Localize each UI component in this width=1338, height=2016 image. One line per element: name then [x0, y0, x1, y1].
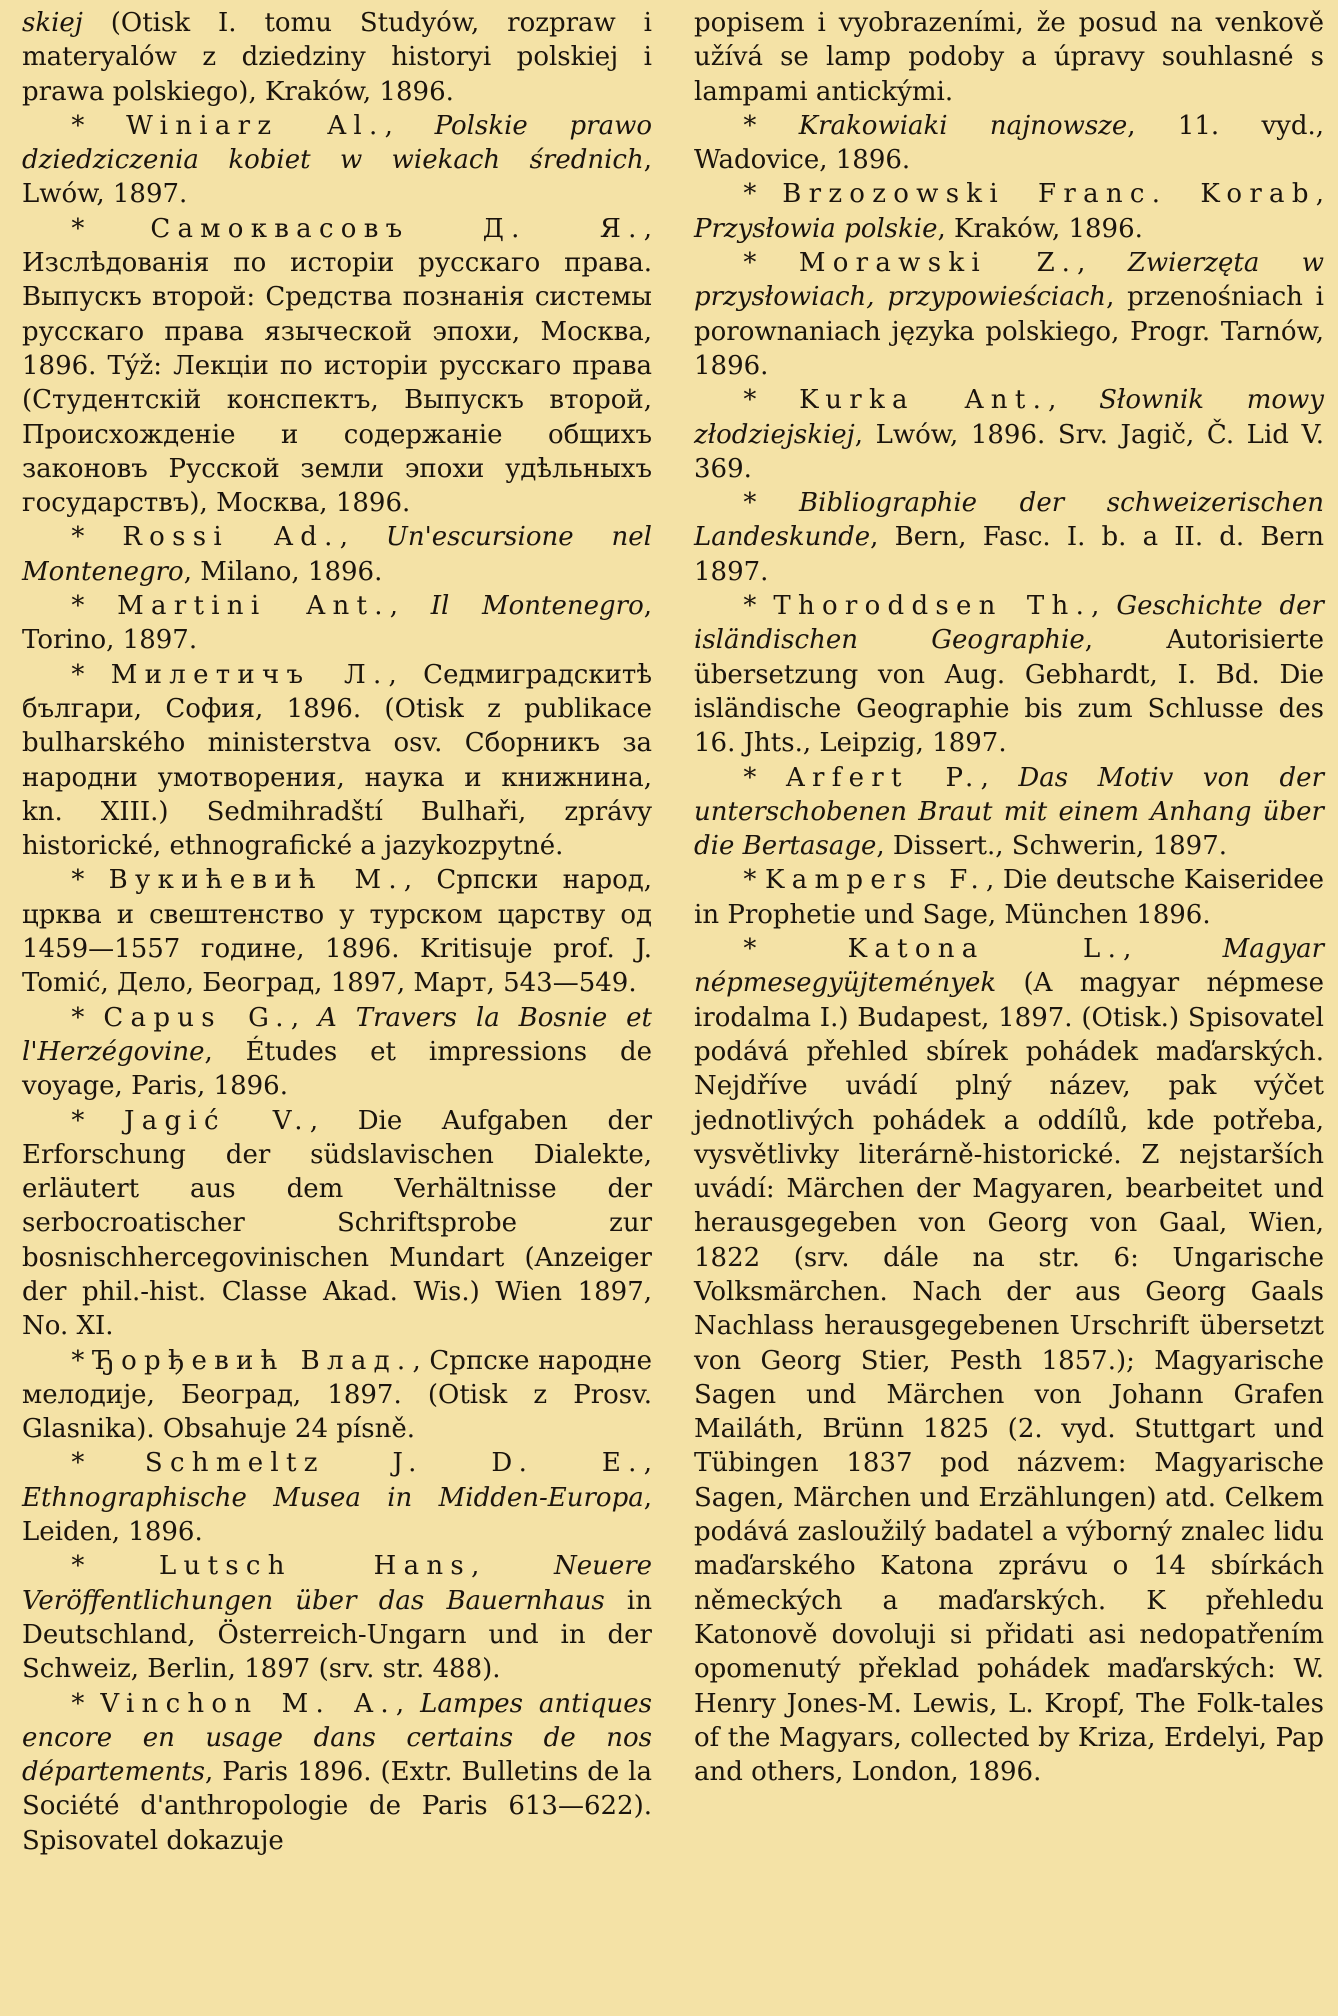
bibliography-entry	[22, 658, 652, 864]
entry-author: Brzozowski Franc. Korab	[782, 179, 1316, 210]
entry-star: *	[743, 248, 799, 279]
entry-separator: ,	[384, 110, 435, 141]
entry-separator: ,	[395, 1688, 421, 1719]
entry-star: *	[743, 488, 800, 519]
entry-separator: ,	[1123, 934, 1223, 965]
entry-details: Српски народ, црква и свештенство у турском царству од 1459—1557 године, 1896. Kritisuje prof. J. Tomić, Дело, Београд, 1897, Март, 543—549.	[22, 865, 653, 999]
entry-separator: ,	[1315, 179, 1325, 210]
entry-star: *	[71, 1688, 101, 1719]
entry-author: Самокваcовъ Д. Я.	[150, 213, 644, 244]
entry-author: Ђорђевић Влад.	[93, 1345, 413, 1376]
entry-details: Die deutsche Kaiseridee in Prophetie und Sage, München 1896.	[694, 865, 1324, 930]
entry-title: Magyar népmesegyüjtemények	[694, 934, 1325, 999]
bibliography-entry	[694, 6, 1324, 109]
entry-title: Un'escursione nel Montenegro	[22, 522, 652, 587]
entry-details: , 11. vyd., Wadovice, 1896.	[694, 110, 1324, 176]
entry-separator: ,	[1091, 591, 1117, 622]
entry-details: , Bern, Fasc. I. b. a II. d. Bern 1897.	[694, 522, 1324, 587]
entry-title: skiej	[22, 8, 83, 38]
bibliography-entry	[694, 863, 1324, 932]
entry-details: , Lwów, 1896. Srv. Jagič, Č. Lid V. 369.	[694, 419, 1324, 484]
entry-title: Słownik mowy złodziejskiej	[694, 385, 1324, 450]
entry-title: Lampes antiques encore en usage dans certains de nos départements	[22, 1688, 652, 1788]
entry-details: , Études et impressions de voyage, Paris, 1896.	[22, 1036, 652, 1102]
entry-details: (Otisk I. tomu Studyów, rozpraw i materyalów z dziedziny historyi polskiej i prawa polskiego), Kraków, 1896.	[22, 8, 652, 107]
entry-author: Katona L.	[847, 934, 1124, 965]
entry-details: , Torino, 1897.	[22, 591, 652, 656]
entry-title: Geschichte der isländischen Geographie	[694, 591, 1324, 656]
entry-star: *	[71, 1002, 104, 1033]
bibliography-entry	[694, 932, 1324, 1789]
entry-star: *	[71, 659, 111, 690]
entry-author: Thoroddsen Th.	[773, 591, 1092, 622]
entry-details: Седмиградскитѣ българи, София, 1896. (Otisk z publikace bulharského ministerstva osv. Сборникъ за народни умотворения, наука и книжнина, kn. XIII.) Sedmihradští Bulhaři, zprávy historické, ethnografické a jazykozpytné.	[22, 659, 652, 862]
entry-title: Polskie prawo dziedziczenia kobiet w wiekach średnich	[22, 110, 652, 176]
entry-details: (A magyar népmese irodalma I.) Budapest, 1897. (Otisk.) Spisovatel podává přehled sbírek pohádek maďarských. Nejdříve uvádí plný název, pak výčet jednotlivých pohádek a oddílů, kde potřeba, vysvětlivky literárně-historické. Z nejstarších uvádí: Märchen der Magyaren, bearbeitet und herausgegeben von Georg von Gaal, Wien, 1822 (srv. dále na str. 6: Ungarische Volksmärchen. Nach der aus Georg Gaals Nachlass herausgegebenen Urschrift übersetzt von Georg Stier, Pesth 1857.); Magyarische Sagen und Märchen von Johann Grafen Mailáth, Brünn 1825 (2. vyd. Stuttgart und Tübingen 1837 pod názvem: Magyarische Sagen, Märchen und Erzählungen) atd. Celkem podává zasloužilý badatel a výborný znalec lidu maďarského Katona zprávu o 14 sbírkách německých a maďarských. K přehledu Katonově dovoluji si přidati asi nedopatřením opomenutý překlad pohádek maďarských: W. Henry Jones-M. Lewis, L. Kropf, The Folk-tales of the Magyars, collected by Kriza, Erdelyi, Pap and others, London, 1896.	[694, 968, 1324, 1788]
entry-star: *	[743, 934, 848, 965]
entry-star: *	[71, 1448, 145, 1479]
entry-details: , Autorisierte übersetzung von Aug. Gebhardt, I. Bd. Die isländische Geographie bis zum Schlusse des 16. Jhts., Leipzig, 1897.	[694, 625, 1324, 759]
bibliography-entry	[694, 383, 1324, 486]
entry-separator: ,	[471, 1551, 554, 1582]
entry-separator: ,	[986, 865, 1003, 896]
entry-star: *	[743, 865, 765, 896]
bibliography-entry	[694, 486, 1324, 589]
entry-title: Das Motiv von der unterschobenen Braut mit einem Anhang über die Bertasage	[694, 762, 1324, 862]
entry-details: , Paris 1896. (Extr. Bulletins de la Société d'anthropologie de Paris 613—622). Spisovatel dokazuje	[22, 1757, 652, 1856]
entry-author: Вукићевић М.	[108, 865, 404, 896]
entry-separator: ,	[1048, 385, 1100, 416]
entry-star: *	[743, 179, 783, 210]
entry-details: in Deutschland, Österreich-Ungarn und in der Schweiz, Berlin, 1897 (srv. str. 488).	[22, 1585, 652, 1685]
entry-star: *	[71, 522, 123, 553]
entry-title: Neuere Veröffentlichungen über das Bauernhaus	[22, 1551, 653, 1616]
entry-details: , Milano, 1896.	[183, 556, 383, 587]
entry-details: , Kraków, 1896.	[937, 213, 1143, 244]
entry-details: , Lwów, 1897.	[22, 145, 652, 210]
entry-star: *	[743, 591, 774, 622]
entry-separator: ,	[290, 1002, 319, 1033]
entry-author: Rossi Ad.	[122, 522, 340, 553]
bibliography-entry	[22, 863, 652, 1000]
entry-star: *	[743, 385, 800, 416]
entry-author: Kurka Ant.	[799, 385, 1049, 416]
entry-star: *	[71, 110, 127, 141]
entry-author: Vinchon M. A.	[100, 1688, 396, 1719]
bibliography-entry	[694, 109, 1324, 178]
entry-author: Jagić V.	[124, 1105, 310, 1136]
entry-separator: ,	[1077, 248, 1128, 279]
entry-separator: ,	[643, 1448, 652, 1479]
bibliography-entry	[22, 520, 652, 589]
entry-author: Lutsch Hans	[159, 1551, 472, 1582]
bibliography-entry	[22, 212, 652, 521]
entry-separator: ,	[643, 213, 652, 244]
entry-star: *	[743, 762, 786, 793]
entry-title: Przysłowia polskie	[694, 213, 938, 244]
left-column	[22, 6, 652, 2016]
entry-author: Winiarz Al.	[126, 110, 385, 141]
entry-title: Krakowiaki najnowsze	[798, 110, 1128, 141]
entry-author: Capus G.	[103, 1002, 291, 1033]
entry-star: *	[71, 1551, 159, 1582]
bibliography-entry	[22, 1104, 652, 1344]
entry-title: Ethnographische Musea in Midden-Europa	[22, 1482, 644, 1513]
entry-star: *	[743, 110, 799, 141]
bibliography-entry	[694, 761, 1324, 864]
entry-star: *	[71, 1105, 125, 1136]
entry-details: , Leiden, 1896.	[22, 1482, 652, 1548]
entry-details: , Dissert., Schwerin, 1897.	[876, 831, 1228, 862]
entry-separator: ,	[309, 1105, 358, 1136]
bibliography-entry	[22, 6, 652, 109]
entry-star: *	[71, 1345, 94, 1376]
bibliography-entry	[694, 177, 1324, 246]
right-column	[694, 6, 1324, 2016]
entry-title: Zwierzęta w przysłowiach, przypowieściach	[694, 248, 1325, 313]
entry-author: Arfert P.	[785, 762, 981, 793]
bibliography-entry	[694, 589, 1324, 760]
entry-star: *	[71, 865, 109, 896]
entry-author: Милетичъ Л.	[110, 659, 389, 690]
bibliography-entry	[22, 1549, 652, 1686]
entry-details: popisem i vyobrazeními, že posud na venkově užívá se lamp podoby a úpravy souhlasné s lampami antickými.	[694, 8, 1324, 107]
entry-title: Bibliographie der schweizerischen Landeskunde	[694, 488, 1324, 553]
entry-separator: ,	[412, 1345, 430, 1376]
entry-details: Изслѣдованія по исторіи русскаго права. Выпускъ второй: Средства познанія системы русскаго права языческой эпохи, Москва, 1896. Týž: Лекціи по исторіи русскаго права (Студентскій конспектъ, Выпускъ второй, Происхожденіе и содержаніе общихъ законовъ Русской земли эпохи удѣльныхъ государствъ), Москва, 1896.	[22, 248, 652, 519]
entry-separator: ,	[389, 591, 431, 622]
bibliography-entry	[22, 109, 652, 212]
entry-star: *	[71, 591, 118, 622]
entry-separator: ,	[980, 762, 1019, 793]
bibliography-entry	[22, 1687, 652, 1858]
bibliography-entry	[22, 589, 652, 658]
entry-details: Српске народне мелодије, Београд, 1897. (Otisk z Prosv. Glasnika). Obsahuje 24 písně.	[22, 1345, 653, 1445]
entry-details: Die Aufgaben der Erforschung der südslavischen Dialekte, erläutert aus dem Verhältnisse der serbocroatischer Schriftsprobe zur bosnischhercegovinischen Mundart (Anzeiger der phil.-hist. Classe Akad. Wis.) Wien 1897, No. XI.	[22, 1105, 653, 1342]
entry-author: Morawski Z.	[798, 248, 1078, 279]
entry-star: *	[71, 213, 151, 244]
entry-title: A Travers la Bosnie et l'Herzégovine	[22, 1002, 653, 1067]
entry-details: , przenośniach i porownaniach języka polskiego, Progr. Tarnów, 1896.	[694, 282, 1324, 381]
bibliography-entry	[22, 1446, 652, 1549]
entry-separator: ,	[388, 659, 424, 690]
bibliography-entry	[694, 246, 1324, 383]
bibliography-entry	[22, 1001, 652, 1104]
entry-title: Il Montenegro	[430, 591, 644, 622]
entry-separator: ,	[403, 865, 437, 896]
entry-separator: ,	[339, 522, 386, 553]
entry-author: Schmeltz J. D. E.	[144, 1448, 644, 1479]
bibliography-entry	[22, 1344, 652, 1447]
entry-author: Martini Ant.	[117, 591, 390, 622]
entry-author: Kampers F.	[764, 865, 987, 896]
